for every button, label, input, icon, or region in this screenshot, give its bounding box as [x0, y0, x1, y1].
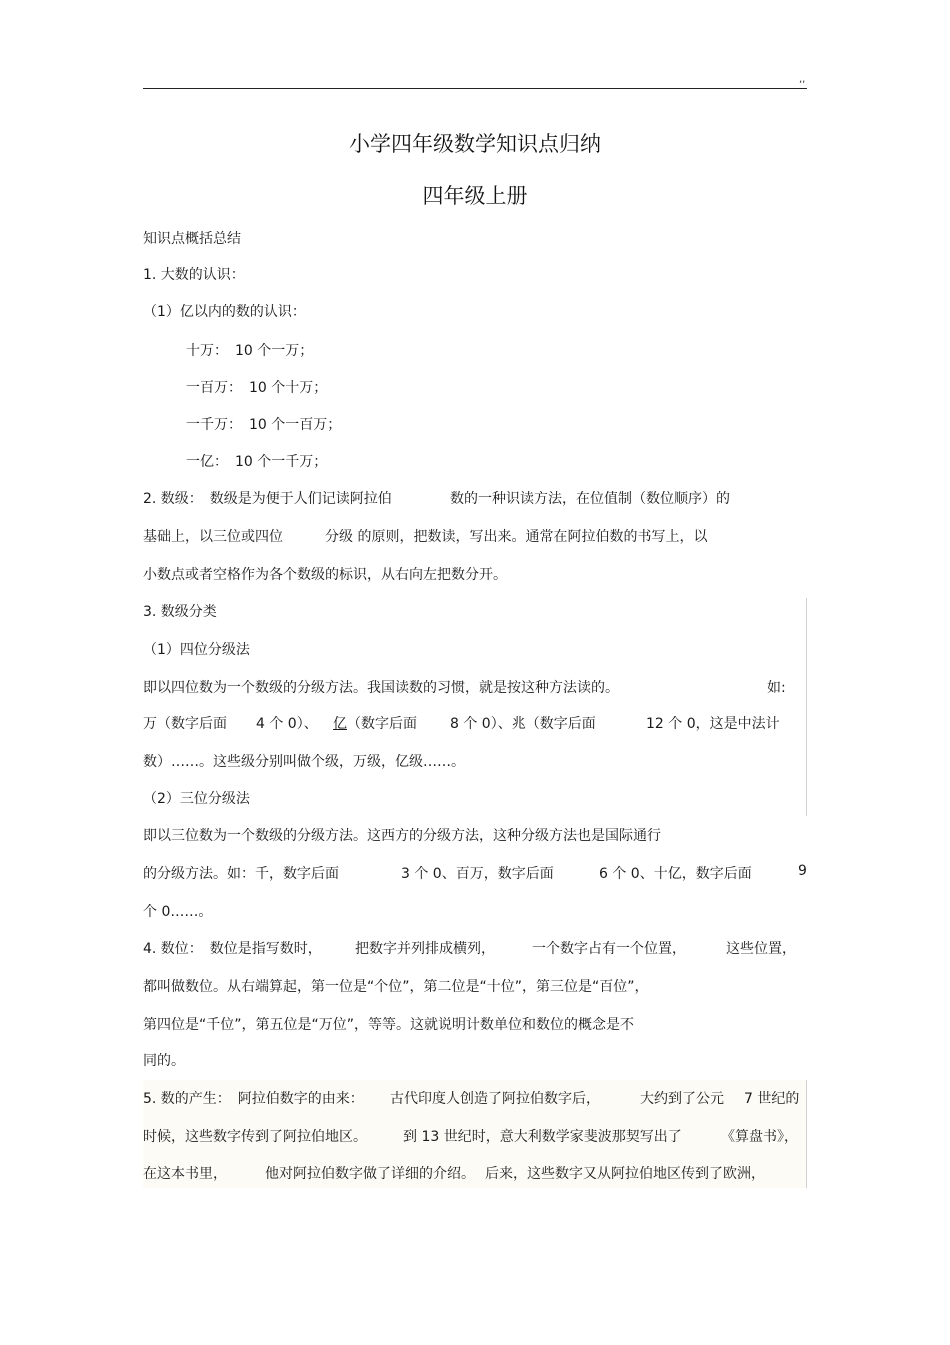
s3-line4: 即以三位数为一个数级的分级方法。这西方的分级方法，这种分级方法也是国际通行: [143, 828, 661, 844]
s5-line3c: 后来，这些数字又从阿拉伯地区传到了欧洲，: [485, 1166, 765, 1182]
s2-line3: 小数点或者空格作为各个数级的标识，从右向左把数分开。: [143, 567, 507, 583]
s3-line5c: 6 个 0、十亿，数字后面: [599, 866, 752, 882]
header-rule: [143, 88, 807, 89]
s5-line2a: 时候，这些数字传到了阿拉伯地区。: [143, 1129, 367, 1145]
margin-rule: [806, 598, 807, 816]
s3-line5a: 的分级方法。如：千，数字后面: [143, 866, 339, 882]
s3-line2c: 亿: [333, 716, 347, 732]
s1-item: 一百万： 10 个十万；: [186, 380, 328, 396]
s3-line2a: 万（数字后面: [143, 716, 227, 732]
s2-line1a: 2. 数级： 数级是为便于人们记读阿拉伯: [143, 491, 392, 507]
s3-line3: 数）……。这些级分别叫做个级，万级，亿级……。: [143, 754, 465, 770]
s3-heading: 3. 数级分类: [143, 604, 217, 620]
s1-item: 十万： 10 个一万；: [186, 343, 314, 359]
s5-line1d: 7 世纪的: [744, 1091, 800, 1107]
s3-line2d: （数字后面: [347, 716, 417, 732]
s3-line1a: 即以四位数为一个数级的分级方法。我国读数的习惯，就是按这种方法读的。: [143, 680, 619, 696]
s4-line1c: 一个数字占有一个位置，: [532, 941, 686, 957]
s2-line1b: 数的一种识读方法，在位值制（数位顺序）的: [450, 491, 730, 507]
s3-line2f: 12 个 0，这是中法计: [646, 716, 780, 732]
s5-line1a: 5. 数的产生： 阿拉伯数字的由来：: [143, 1091, 364, 1107]
margin-rule: [806, 1080, 807, 1188]
s1-item: 一千万： 10 个一百万；: [186, 417, 342, 433]
s5-line2b: 到 13 世纪时，意大利数学家斐波那契写出了: [403, 1129, 682, 1145]
s3-line2b: 4 个 0）、: [256, 716, 318, 732]
s4-line1d: 这些位置，: [726, 941, 796, 957]
s3-subheading: （1）四位分级法: [143, 642, 250, 658]
s4-line1b: 把数字并列排成横列，: [355, 941, 495, 957]
s1-item: 一亿： 10 个一千万；: [186, 454, 328, 470]
s5-line2c: 《算盘书》，: [721, 1129, 798, 1145]
s3-line1b: 如:: [767, 680, 786, 696]
s1-subheading: （1）亿以内的数的认识：: [143, 304, 306, 320]
s3-subheading: （2）三位分级法: [143, 791, 250, 807]
s2-line2b: 分级 的原则，把数读，写出来。通常在阿拉伯数的书写上，以: [325, 529, 708, 545]
s4-line2: 都叫做数位。从右端算起，第一位是“个位”，第二位是“十位”，第三位是“百位”，: [143, 979, 649, 995]
header-mark: ,,: [799, 74, 806, 85]
s1-heading: 1. 大数的认识：: [143, 267, 245, 283]
document-title: 小学四年级数学知识点归纳: [349, 132, 601, 156]
s3-line6: 个 0……。: [143, 904, 213, 920]
s5-line1b: 古代印度人创造了阿拉伯数字后，: [390, 1091, 600, 1107]
s3-line2e: 8 个 0）、兆（数字后面: [450, 716, 596, 732]
section-heading: 知识点概括总结: [143, 231, 241, 247]
s3-line5b: 3 个 0、百万，数字后面: [401, 866, 554, 882]
s4-line1a: 4. 数位： 数位是指写数时，: [143, 941, 322, 957]
s5-line1c: 大约到了公元: [640, 1091, 724, 1107]
s5-line3b: 他对阿拉伯数字做了详细的介绍。: [265, 1166, 475, 1182]
s4-line3: 第四位是“千位”，第五位是“万位”，等等。这就说明计数单位和数位的概念是不: [143, 1017, 635, 1033]
document-subtitle: 四年级上册: [422, 184, 528, 208]
s3-line5d: 9: [798, 863, 807, 879]
s5-line3a: 在这本书里，: [143, 1166, 227, 1182]
s2-line2a: 基础上，以三位或四位: [143, 529, 283, 545]
s4-line4: 同的。: [143, 1053, 185, 1069]
